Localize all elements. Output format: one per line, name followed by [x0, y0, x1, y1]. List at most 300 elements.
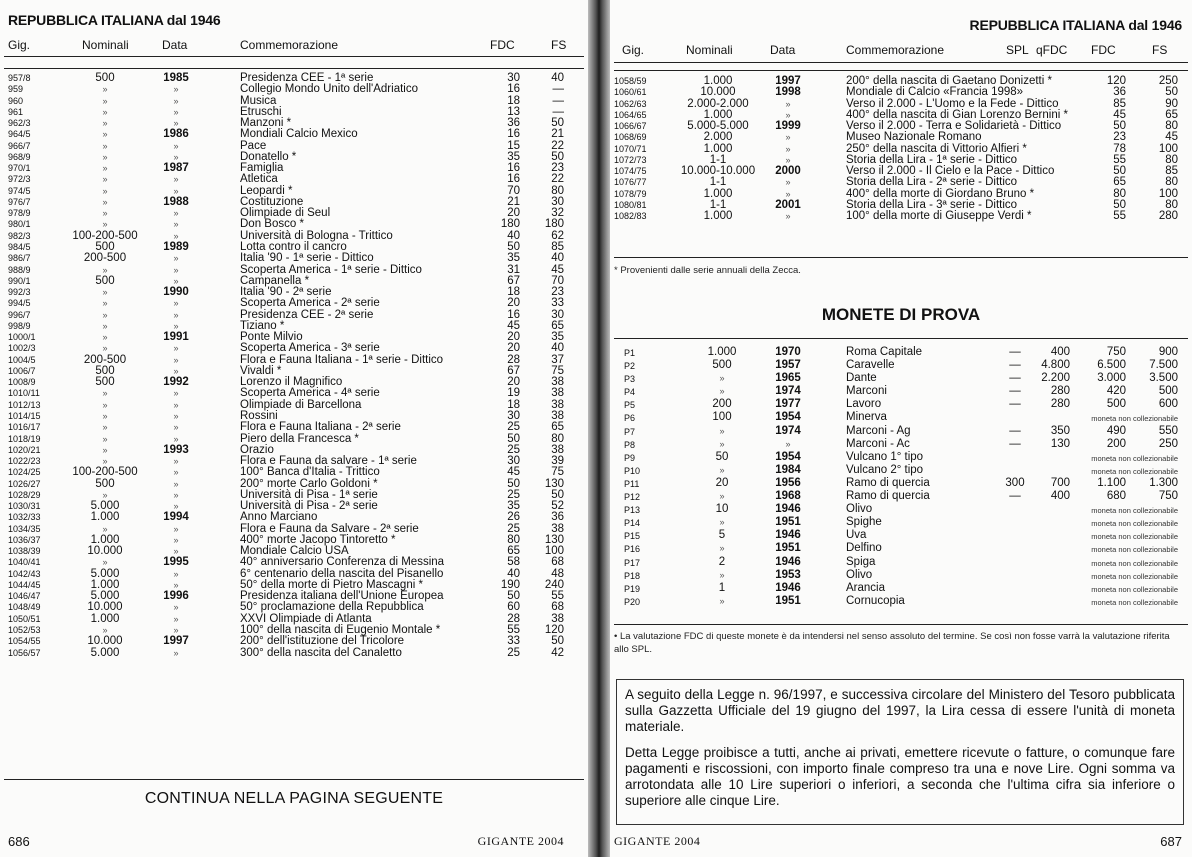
- cell-fdc: 31: [507, 263, 520, 276]
- cell-gig: 1080/81: [614, 199, 647, 210]
- cell-data: »: [173, 95, 179, 106]
- cell-data: »: [173, 433, 179, 444]
- col-fdc: FDC: [1091, 43, 1116, 57]
- cell-data: »: [785, 98, 791, 109]
- cell-nominali: »: [102, 287, 108, 298]
- cell-nominali: 10: [715, 503, 729, 516]
- cell-gig: 1064/65: [614, 109, 647, 120]
- cell-data: 1946: [775, 555, 801, 568]
- table-row: [0, 310, 588, 321]
- cell-fdc: 120: [1106, 75, 1126, 87]
- cell-data: 2000: [775, 165, 801, 178]
- cell-nominali: »: [102, 422, 108, 433]
- cell-gig: 996/7: [8, 309, 31, 320]
- header-rule-lower: [614, 70, 1188, 71]
- cell-nominali: »: [102, 84, 108, 95]
- cell-non-collezionabile: moneta non collezionabile: [1091, 584, 1178, 594]
- col-data: Data: [770, 43, 796, 57]
- cell-fdc: 33: [507, 635, 520, 648]
- cell-nominali: 1.000: [703, 187, 733, 200]
- cell-gig: 1042/43: [8, 568, 41, 579]
- table-row: [0, 152, 588, 163]
- cell-commemorazione: 200° morte Carlo Goldoni *: [240, 477, 378, 490]
- cell-fs: 65: [551, 421, 564, 434]
- cell-descrizione: Olivo: [846, 568, 873, 581]
- cell-fdc: 50: [1113, 198, 1126, 211]
- cell-gig: 980/1: [8, 219, 31, 230]
- cell-gig: 974/5: [8, 185, 31, 196]
- cell-data: »: [173, 253, 179, 264]
- footnote-valutazione: • La valutazione FDC di queste monete è da intendersi nel senso assoluto del termine. Se così non fosse varrà la valutazione riferita allo SPL.: [614, 631, 1170, 655]
- cell-fs: 40: [551, 252, 564, 265]
- cell-fs: 75: [551, 466, 564, 479]
- cell-data: »: [173, 568, 179, 579]
- cell-gig: 1026/27: [8, 478, 41, 489]
- cell-gig: 968/9: [8, 151, 31, 162]
- cell-fdc: 45: [507, 466, 520, 479]
- cell-data: »: [173, 309, 179, 320]
- lira-law-paragraph-1: A seguito della Legge n. 96/1997, e successiva circolare del Ministero del Tesoro pubblicata sulla Gazzetta Ufficiale del 19 giugno del 1997, la Lira cessa di essere l'unità di moneta materiale.: [625, 687, 1175, 734]
- cell-fs: 80: [1165, 153, 1178, 166]
- cell-descrizione: Vulcano 2° tipo: [846, 463, 924, 476]
- cell-fs: 68: [551, 556, 564, 569]
- cell-code: P4: [624, 387, 636, 398]
- cell-data: »: [785, 143, 791, 154]
- cell-nominali: 10.000: [87, 545, 123, 558]
- cell-fs: 55: [551, 590, 564, 603]
- cell-nominali: »: [102, 163, 108, 174]
- cell-gig: 1044/45: [8, 579, 41, 590]
- cell-nominali: 5.000: [90, 646, 120, 659]
- cell-fs: 80: [1165, 198, 1178, 211]
- cell-nominali: »: [102, 625, 108, 636]
- cell-commemorazione: Lorenzo il Magnifico: [240, 376, 343, 389]
- cell-nominali: »: [102, 343, 108, 354]
- cell-commemorazione: Olimpiade di Seul: [240, 207, 331, 220]
- cell-data: »: [173, 399, 179, 410]
- cell-gig: 1010/11: [8, 388, 40, 399]
- cell-nominali: »: [102, 129, 108, 140]
- cell-fs: 80: [1165, 120, 1178, 133]
- cell-nominali: 500: [95, 376, 115, 389]
- cell-gig: 990/1: [8, 275, 31, 286]
- cell-fdc: 30: [507, 455, 520, 468]
- cell-descrizione: Lavoro: [846, 398, 882, 411]
- cell-gig: 1036/37: [8, 534, 41, 545]
- table-row: [610, 211, 1192, 222]
- lira-law-box: [616, 679, 1184, 825]
- cell-fs: 30: [551, 195, 564, 208]
- cell-fdc: 19: [507, 387, 520, 400]
- cell-fs: 38: [551, 612, 564, 625]
- cell-fdc: 67: [507, 364, 520, 377]
- cell-gig: 1002/3: [8, 343, 36, 354]
- cell-fdc: 67: [507, 274, 520, 287]
- cell-fdc: 50: [1113, 165, 1126, 178]
- cell-fdc: 45: [1113, 108, 1126, 121]
- prova-row: [610, 491, 1192, 504]
- cell-code: P6: [624, 413, 636, 424]
- cell-data: »: [173, 422, 179, 433]
- cell-commemorazione: Storia della Lira - 1ª serie - Dittico: [846, 153, 1018, 166]
- cell-fdc: 85: [1113, 97, 1126, 110]
- cell-spl: —: [1009, 372, 1021, 385]
- header-rule: [4, 56, 584, 57]
- table-row: [0, 107, 588, 118]
- cell-fdc: 20: [507, 376, 520, 389]
- cell-nominali: »: [719, 373, 725, 384]
- cell-data: 1989: [163, 240, 189, 253]
- cell-gig: 1022/23: [8, 456, 41, 467]
- cell-nominali: 20: [715, 476, 729, 489]
- cell-fdc: 35: [507, 252, 520, 265]
- table-row: [0, 174, 588, 185]
- cell-data: »: [173, 410, 179, 421]
- prova-table-body: [610, 347, 1192, 609]
- cell-fs: 75: [551, 364, 564, 377]
- cell-nominali: 200: [712, 398, 732, 411]
- cell-commemorazione: Museo Nazionale Romano: [846, 131, 982, 144]
- prova-row: [610, 583, 1192, 596]
- cell-code: P18: [624, 570, 641, 581]
- cell-nominali: 1: [718, 581, 726, 594]
- cell-data: »: [785, 132, 791, 143]
- cell-fs: 40: [551, 342, 564, 355]
- cell-gig: 1008/9: [8, 377, 36, 388]
- cell-code: P1: [624, 348, 636, 358]
- continua-text: CONTINUA NELLA PAGINA SEGUENTE: [144, 790, 444, 807]
- col-nominali: Nominali: [686, 43, 733, 57]
- cell-nominali: 1-1: [709, 153, 727, 166]
- cell-data: »: [173, 106, 179, 117]
- cell-commemorazione: Verso il 2.000 - Terra e Solidarietà - Dittico: [846, 120, 1062, 133]
- cell-code: P11: [624, 478, 640, 489]
- cell-fdc: 65: [1113, 176, 1126, 189]
- cell-commemorazione: Scoperta America - 4ª serie: [240, 387, 380, 400]
- cell-gig: 957/8: [8, 73, 31, 83]
- cell-gig: 1000/1: [8, 332, 36, 343]
- cell-fdc: 80: [507, 533, 520, 546]
- cell-gig: 1034/35: [8, 523, 41, 534]
- cell-fs: 750: [1158, 490, 1178, 503]
- cell-code: P8: [624, 439, 636, 450]
- cell-nominali: »: [102, 151, 108, 162]
- cell-code: P10: [624, 465, 641, 476]
- cell-gig: 1050/51: [8, 613, 41, 624]
- cell-nominali: »: [102, 410, 108, 421]
- cell-gig: 961: [8, 106, 24, 117]
- cell-gig: 992/3: [8, 287, 31, 298]
- cell-fdc: 55: [507, 624, 520, 637]
- col-fdc: FDC: [490, 38, 515, 52]
- cell-fdc: 25: [507, 646, 520, 659]
- cell-non-collezionabile: moneta non collezionabile: [1091, 558, 1178, 568]
- cell-gig: 1038/39: [8, 546, 41, 557]
- cell-nominali: »: [102, 433, 108, 444]
- cell-gig: 1012/13: [8, 399, 41, 410]
- cell-data: »: [173, 365, 179, 376]
- cell-fdc: 60: [507, 601, 520, 614]
- cell-data: 1999: [775, 120, 801, 133]
- cell-code: P17: [624, 557, 641, 568]
- cell-gig: 1074/75: [614, 166, 647, 177]
- cell-nominali: »: [102, 140, 108, 151]
- cell-data: »: [173, 613, 179, 624]
- cell-nominali: »: [102, 456, 108, 467]
- cell-fs: 250: [1158, 75, 1178, 87]
- cell-data: »: [785, 154, 791, 165]
- table-row: [0, 343, 588, 354]
- cell-data: 1974: [775, 424, 801, 437]
- cell-fs: 35: [551, 331, 564, 344]
- header-rule: [614, 62, 1188, 63]
- cell-fs: 38: [551, 376, 564, 389]
- cell-fs: 600: [1158, 398, 1178, 411]
- cell-commemorazione: 200° della nascita di Gaetano Donizetti *: [846, 75, 1052, 87]
- cell-data: 1991: [163, 331, 189, 344]
- cell-code: P2: [624, 361, 636, 372]
- cell-fdc: 36: [1113, 86, 1126, 99]
- cell-fs: 130: [544, 477, 564, 490]
- cell-fdc: 23: [1113, 131, 1126, 144]
- cell-commemorazione: Presidenza CEE - 1ª serie: [240, 72, 374, 84]
- cell-nominali: 1-1: [709, 198, 727, 211]
- cell-qfdc: 280: [1050, 398, 1070, 411]
- cell-commemorazione: 50° proclamazione della Repubblica: [240, 601, 424, 614]
- page-header-title: REPUBBLICA ITALIANA dal 1946: [969, 17, 1182, 33]
- cell-fs: 22: [551, 173, 564, 186]
- cell-nominali: 10.000: [87, 635, 123, 648]
- cell-nominali: »: [102, 489, 108, 500]
- cell-gig: 1040/41: [8, 557, 41, 568]
- cell-fdc: 25: [507, 488, 520, 501]
- cell-fs: 42: [551, 646, 564, 659]
- cell-commemorazione: 50° della morte di Pietro Mascagni *: [240, 578, 423, 591]
- cell-fdc: 30: [507, 72, 520, 84]
- cell-data: »: [785, 211, 791, 222]
- cell-descrizione: Caravelle: [846, 359, 895, 372]
- col-commemorazione: Commemorazione: [240, 38, 339, 52]
- cell-fdc: 50: [1113, 120, 1126, 133]
- cell-data: 1997: [775, 75, 801, 87]
- cell-gig: 1060/61: [614, 87, 647, 98]
- col-fs: FS: [551, 38, 567, 52]
- cell-fs: 3.500: [1149, 372, 1178, 385]
- cell-gig: 1070/71: [614, 143, 647, 154]
- cell-qfdc: 400: [1050, 346, 1070, 358]
- cell-fs: —: [552, 94, 564, 107]
- prova-row: [610, 412, 1192, 425]
- cell-nominali: 1.000: [703, 142, 733, 155]
- cell-gig: 982/3: [8, 230, 31, 241]
- cell-fs: 85: [551, 240, 564, 253]
- cell-non-collezionabile: moneta non collezionabile: [1091, 466, 1178, 476]
- cell-fs: 45: [1165, 131, 1178, 144]
- cell-data: 1946: [775, 581, 801, 594]
- cell-data: 1968: [775, 490, 801, 503]
- cell-fdc: 680: [1106, 490, 1126, 503]
- cell-fs: 900: [1158, 346, 1178, 358]
- cell-fs: 90: [1165, 97, 1178, 110]
- cell-nominali: 1.000: [90, 612, 120, 625]
- cell-commemorazione: Mondiale di Calcio «Francia 1998»: [846, 86, 1024, 99]
- cell-fs: 23: [551, 162, 564, 175]
- cell-gig: 972/3: [8, 174, 31, 185]
- cell-gig: 1032/33: [8, 512, 41, 523]
- cell-commemorazione: Manzoni *: [240, 117, 292, 130]
- table-row: [0, 253, 588, 264]
- cell-data: »: [173, 174, 179, 185]
- cell-commemorazione: Verso il 2.000 - L'Uomo e la Fede - Dittico: [846, 97, 1059, 110]
- cell-commemorazione: Don Bosco *: [240, 218, 304, 231]
- cell-fdc: 1.100: [1097, 476, 1126, 489]
- cell-fs: 30: [551, 308, 564, 321]
- cell-fdc: 58: [507, 556, 520, 569]
- cell-spl: —: [1009, 359, 1021, 372]
- cell-data: 1951: [775, 542, 801, 555]
- cell-data: »: [173, 230, 179, 241]
- cell-fs: 48: [551, 567, 564, 580]
- cell-fdc: 16: [507, 83, 520, 96]
- cell-nominali: »: [719, 464, 725, 475]
- cell-fs: 500: [1158, 385, 1178, 398]
- cell-fdc: 420: [1106, 385, 1126, 398]
- cell-fdc: 35: [507, 150, 520, 163]
- cell-fs: 130: [544, 533, 564, 546]
- cell-fs: 62: [551, 229, 564, 242]
- cell-data: 1993: [163, 443, 189, 456]
- cell-commemorazione: 400° della nascita di Gian Lorenzo Bernini *: [846, 108, 1068, 121]
- cell-nominali: »: [102, 444, 108, 455]
- cell-fs: 65: [1165, 108, 1178, 121]
- cell-commemorazione: Lotta contro il cancro: [240, 240, 347, 253]
- cell-nominali: 500: [95, 72, 115, 84]
- cell-data: »: [173, 151, 179, 162]
- cell-commemorazione: Donatello *: [240, 150, 297, 163]
- cell-gig: 1048/49: [8, 602, 41, 613]
- cell-gig: 1024/25: [8, 467, 41, 478]
- cell-commemorazione: Italia '90 - 2ª serie: [240, 286, 332, 299]
- cell-nominali: »: [719, 386, 725, 397]
- cell-fs: 50: [551, 150, 564, 163]
- cell-data: 1954: [775, 411, 801, 424]
- cell-fs: 65: [551, 319, 564, 332]
- col-data: Data: [162, 38, 188, 52]
- cell-commemorazione: Verso il 2.000 - Il Cielo e la Pace - Dittico: [846, 165, 1055, 178]
- table-row: [0, 422, 588, 433]
- cell-nominali: »: [102, 208, 108, 219]
- table-row: [0, 129, 588, 140]
- cell-gig: 1004/5: [8, 354, 36, 365]
- col-qfdc: qFDC: [1036, 43, 1068, 57]
- cell-data: 1987: [163, 162, 189, 175]
- cell-commemorazione: Mondiale Calcio USA: [240, 545, 349, 558]
- prova-top-rule: [614, 338, 1188, 339]
- cell-fdc: 28: [507, 353, 520, 366]
- table-row: [0, 163, 588, 174]
- cell-data: 1946: [775, 529, 801, 542]
- cell-gig: 1028/29: [8, 489, 41, 500]
- table-row: [610, 132, 1192, 143]
- cell-gig: 1014/15: [8, 410, 41, 421]
- cell-spl: —: [1009, 398, 1021, 411]
- cell-gig: 984/5: [8, 241, 31, 252]
- cell-commemorazione: Costituzione: [240, 195, 304, 208]
- cell-data: »: [173, 489, 179, 500]
- table-row: [610, 87, 1192, 98]
- prova-row: [610, 465, 1192, 478]
- cell-commemorazione: Flora e Fauna Italiana - 1ª serie - Dittico: [240, 353, 444, 366]
- cell-gig: 978/9: [8, 208, 31, 219]
- prova-row: [610, 452, 1192, 465]
- cell-nominali: 1.000: [703, 108, 733, 121]
- cell-data: 1986: [163, 128, 189, 141]
- cell-nominali: »: [102, 523, 108, 534]
- prova-row: [610, 570, 1192, 583]
- cell-commemorazione: Leopardi *: [240, 184, 293, 197]
- cell-gig: 1046/47: [8, 591, 41, 602]
- table-row: [0, 355, 588, 366]
- table-row: [0, 96, 588, 107]
- cell-nominali: 500: [95, 477, 115, 490]
- cell-fdc: 70: [507, 184, 520, 197]
- column-header-row: [610, 39, 1192, 63]
- cell-data: »: [173, 647, 179, 658]
- cell-gig: 962/3: [8, 118, 31, 129]
- cell-data: »: [173, 625, 179, 636]
- cell-commemorazione: Storia della Lira - 2ª serie - Dittico: [846, 176, 1018, 189]
- cell-qfdc: 400: [1050, 490, 1070, 503]
- brand-footer: GIGANTE 2004: [477, 834, 564, 848]
- cell-nominali: 5.000: [90, 567, 120, 580]
- cell-data: 1951: [775, 594, 801, 607]
- cell-fdc: 18: [507, 398, 520, 411]
- cell-fs: 550: [1158, 424, 1178, 437]
- cell-fdc: 36: [507, 117, 520, 130]
- cell-descrizione: Dante: [846, 372, 877, 385]
- cell-nominali: 10.000: [87, 601, 123, 614]
- cell-commemorazione: Storia della Lira - 3ª serie - Dittico: [846, 198, 1018, 211]
- cell-nominali: 10.000-10.000: [680, 165, 756, 178]
- col-spl: SPL: [1006, 43, 1029, 57]
- cell-data: »: [173, 579, 179, 590]
- cell-data: 1994: [163, 511, 189, 524]
- cell-spl: —: [1009, 385, 1021, 398]
- cell-fdc: 25: [507, 522, 520, 535]
- cell-commemorazione: 100° della morte di Giuseppe Verdi *: [846, 210, 1032, 223]
- table-row: [0, 467, 588, 478]
- cell-fs: 50: [551, 635, 564, 648]
- prova-row: [610, 439, 1192, 452]
- cell-data: »: [173, 84, 179, 95]
- cell-spl: —: [1009, 490, 1021, 503]
- cell-spl: 300: [1005, 476, 1025, 489]
- cell-data: 1957: [775, 359, 801, 372]
- prova-row: [610, 596, 1192, 609]
- left-page: [0, 0, 588, 857]
- cell-gig: 959: [8, 84, 24, 95]
- cell-data: »: [173, 467, 179, 478]
- cell-commemorazione: Pace: [240, 139, 267, 152]
- cell-descrizione: Spighe: [846, 516, 882, 529]
- cell-fs: 38: [551, 522, 564, 535]
- cell-fs: 85: [1165, 165, 1178, 178]
- cell-fdc: 26: [507, 511, 520, 524]
- cell-gig: 1068/69: [614, 132, 647, 143]
- cell-fdc: 65: [507, 545, 520, 558]
- cell-code: P14: [624, 518, 641, 529]
- cell-commemorazione: Campanella *: [240, 274, 310, 287]
